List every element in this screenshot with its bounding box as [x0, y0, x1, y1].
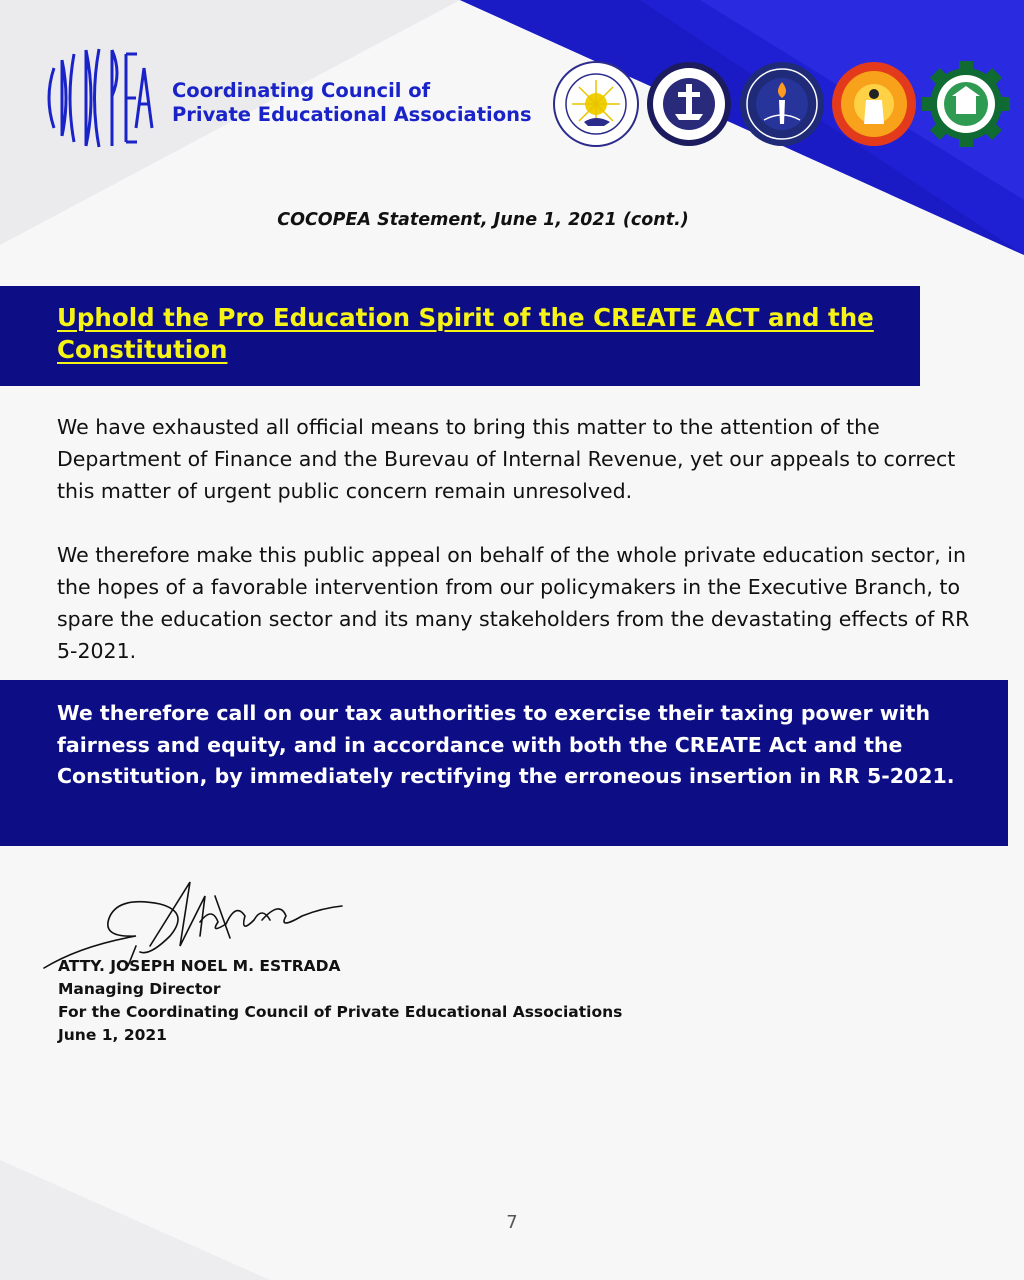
callout-text: We therefore call on our tax authorities to exercise their taxing power with fairness and equity, and in accordance with both the CREATE Act and the Constitution, by immediately rectifying the erroneous insertion in RR 5-2021.	[57, 701, 955, 788]
signatory-title: Managing Director	[58, 980, 221, 998]
signatory-name: ATTY. JOSEPH NOEL M. ESTRADA	[58, 957, 341, 975]
heading-band	[0, 286, 920, 386]
cocopea-logo	[40, 38, 158, 158]
signatory-organization: For the Coordinating Council of Private Educational Associations	[58, 1003, 623, 1021]
org-name-line1: Coordinating Council of	[172, 79, 431, 102]
body-paragraph-1: We have exhausted all official means to bring this matter to the attention of the Department of Finance and the Burevau of Internal Revenue, yet our appeals to correct this matter of urgent public concern remain unresolved.	[57, 415, 956, 503]
org-name	[172, 79, 532, 127]
torch-seal-icon	[740, 62, 824, 146]
signatory-date: June 1, 2021	[58, 1026, 167, 1044]
section-heading	[57, 302, 897, 366]
gear-seal-icon	[922, 61, 1010, 147]
org-name-line2: Private Educational Associations	[172, 103, 532, 126]
callout-band	[0, 680, 1008, 846]
cross-seal-icon	[647, 62, 731, 146]
sun-figure-seal-icon	[832, 62, 916, 146]
member-seals	[553, 61, 1013, 147]
page-number: 7	[506, 1212, 518, 1233]
section-heading-text: Uphold the Pro Education Spirit of the CREATE ACT and the Constitution	[57, 303, 874, 364]
lamp-seal-icon	[554, 62, 638, 146]
statement-subtitle: COCOPEA Statement, June 1, 2021 (cont.)	[277, 210, 689, 230]
body-paragraph-2: We therefore make this public appeal on behalf of the whole private education sector, in the hopes of a favorable intervention from our policymakers in the Executive Branch, to spare the education sector and its many stakeholders from the devastating effects of RR 5-2021.	[57, 543, 970, 663]
signatory-block	[58, 955, 622, 1047]
